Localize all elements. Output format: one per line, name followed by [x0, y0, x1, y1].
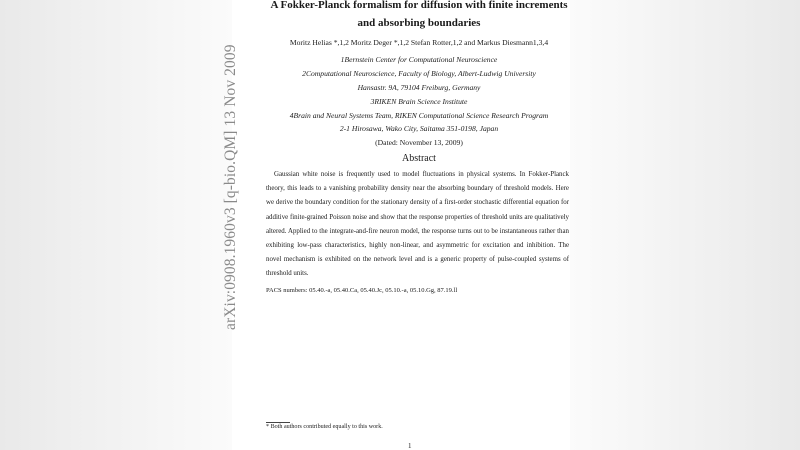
author-list: [264, 38, 574, 47]
affiliation-3: 3RIKEN Brain Science Institute: [370, 97, 468, 106]
author-names: Moritz Helias *,1,2 Moritz Deger *,1,2 Stefan Rotter,1,2 and Markus Diesmann1,3,4: [289, 38, 549, 47]
paper-title: A Fokker-Planck formalism for diffusion with finite increments and absorbing boundaries: [270, 0, 568, 29]
pacs-numbers: PACS numbers: 05.40.-a, 05.40.Ca, 05.40.Jc, 05.10.-a, 05.10.Gg, 87.19.ll: [266, 287, 458, 294]
footnote: * Both authors contributed equally to this work.: [266, 424, 383, 430]
arxiv-side-stamp: arXiv:0908.1960v3 [q-bio.QM] 13 Nov 2009: [222, 44, 239, 330]
abstract-text: Gaussian white noise is frequently used to model fluctuations in physical systems. In Fokker-Planck theory, this leads to a vanishing probability density near the absorbing boundary of threshold models. Here we derive the boundary condition for the stationary density of a first-order stochastic differential equation for additive finite-grained Poisson noise and show that the response properties of threshold units are qualitatively altered. Applied to the integrate-and-fire neuron model, the response turns out to be instantaneous rather than exhibiting low-pass characteristics, highly non-linear, and asymmetric for excitation and inhibition. The novel mechanism is exhibited on the network level and is a generic property of pulse-coupled systems of threshold units.: [266, 171, 569, 278]
affiliation-4: 4Brain and Neural Systems Team, RIKEN Computational Science Research Program: [289, 111, 549, 120]
affiliation-2-address: Hansastr. 9A, 79104 Freiburg, Germany: [357, 83, 481, 92]
right-margin-background: [570, 0, 800, 450]
page-number: 1: [408, 442, 412, 450]
footnote-rule: [266, 422, 290, 423]
affiliation-1: 1Bernstein Center for Computational Neuroscience: [340, 55, 498, 64]
left-margin-background: [0, 0, 232, 450]
dated-line: (Dated: November 13, 2009): [375, 138, 463, 147]
abstract-heading: Abstract: [402, 153, 436, 164]
affiliation-4-address: 2-1 Hirosawa, Wako City, Saitama 351-0198, Japan: [339, 124, 499, 133]
affiliation-2: 2Computational Neuroscience, Faculty of Biology, Albert-Ludwig University: [302, 69, 536, 78]
